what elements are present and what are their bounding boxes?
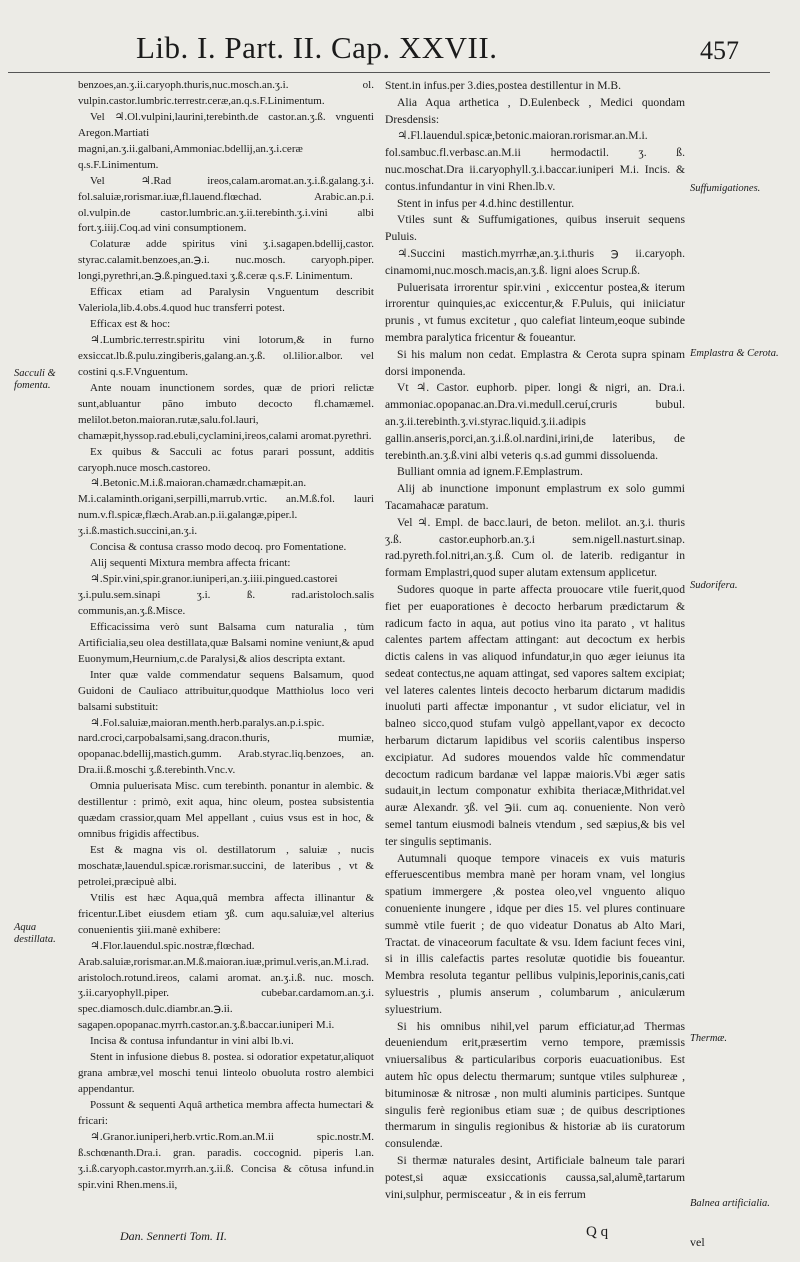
paragraph: Vtiles sunt & Suffumigationes, quibus inseruit sequens Puluis. [385, 213, 685, 244]
paragraph: ♃.Granor.iuniperi,herb.vrtic.Rom.an.M.ii spic.nostr.M. ß.schœnanth.Dra.i. gran. paradis. coccognid. piperis l.an. ʒ.i.ß.caryoph.castor.myrrh.an.ʒ.ii.ß. Concisa & cõtusa infund.in spir.vini Rhen.mens.ii, [78, 1130, 374, 1191]
page-header [0, 26, 800, 70]
marginal-note-emplastra: Emplastra & Cerota. [690, 348, 779, 359]
paragraph: Concisa & contusa crasso modo decoq. pro Fomentatione. [90, 541, 347, 554]
paragraph: Si his malum non cedat. Emplastra & Cerota supra spinam dorsi imponenda. [385, 347, 685, 378]
catchword: vel [690, 1235, 705, 1249]
right-column [385, 78, 685, 1203]
page-number: 457 [700, 36, 739, 65]
paragraph: ♃.Flor.lauendul.spic.nostræ,flœchad. Arab.saluiæ,rorismar.an.M.ß.maioran.iuæ,primul.veris,an.M.i.rad. aristoloch.rotund.ireos, calami aromat. an.ʒ.i.ß. nuc. mosch. ʒ.ii.caryophyll.piper. cubebar.cardamom.an.ʒ.i. spec.diamosch.dulc.diambr.an.℈.ii. sagapen.opopanac.myrrh.castor.an.ʒ.ß.baccar.iuniperi M.i. [78, 939, 374, 1032]
marginal-note-thermae: Thermæ. [690, 1033, 728, 1044]
paragraph: Efficacissima verò sunt Balsama cum naturalia , tùm Artificialia,seu olea destillata,quæ Balsami nomine veniunt,& apud Euonymum,Heurnium,c.de Paralysi,& alios descripta extant. [78, 620, 375, 665]
paragraph: Bulliant omnia ad ignem.F.Emplastrum. [397, 465, 583, 479]
paragraph: Incisa & contusa infundantur in vini albi lb.vi. [90, 1035, 294, 1048]
paragraph: benzoes,an.ʒ.ii.caryoph.thuris,nuc.mosch.an.ʒ.i. ol. vulpin.castor.lumbric.terrestr.ceræ,an.q.s.F.Linimentum. [78, 79, 374, 107]
paragraph: ♃.Betonic.M.i.ß.maioran.chamædr.chamæpit.an. M.i.calaminth.origani,serpilli,marrub.vrtic. an.M.ß.fol. lauri num.v.fl.spicæ,flæch.Arab.an.p.ii.galangæ,piper.l. ʒ.i.ß.mastich.succini,an.ʒ.i. [78, 477, 374, 538]
marginal-note-aqua: Aqua destillata. [14, 922, 56, 945]
paragraph: Alia Aqua arthetica , D.Eulenbeck , Medici quondam Dresdensis: [385, 95, 685, 126]
paragraph: Alij sequenti Mixtura membra affecta fricant: [90, 557, 291, 570]
page-footer [0, 1224, 800, 1259]
paragraph: ♃.Fol.saluiæ,maioran.menth.herb.paralys.an.p.i.spic. nard.croci,carpobalsami,sang.dracon.thuris, mumiæ, opopanac.bdellij,mastich.gumm. Arab.styrac.liq.benzoes, an. Dra.ii.ß.moschi ʒ.ß.terebinth.Vnc.v. [78, 716, 374, 777]
paragraph: Est & magna vis ol. destillatorum , saluiæ , nucis moschatæ,lauendul.spicæ.rorismar.succini, de lateribus , vt & petrolei,præcipuè albi. [78, 844, 374, 888]
marginal-note-sacculi: Sacculi & fomenta. [14, 368, 56, 391]
paragraph: Ante nouam inunctionem sordes, quæ de priori relictæ sunt,abluantur pãno imbuto decocto fl.chamæmel. melilot.beton.maioran.rutæ,salu.fol.lauri, chamæpit,hyssop.rad.ebuli,cyclamini,ireos,calami aromat.pyrethri. [78, 381, 374, 442]
paragraph: Colaturæ adde spiritus vini ʒ.i.sagapen.bdellij,castor. styrac.calamit.benzoes,an.℈.i. nuc.mosch. caryoph.piper. longi,pyrethri,an.℈.ß.pingued.taxi ʒ.ß.ceræ q.s.F. Linimentum. [78, 238, 374, 283]
paragraph: ♃.Succini mastich.myrrhæ,an.ʒ.i.thuris ℈ ii.caryoph. cinamomi,nuc.mosch.macis,an.ʒ.ß. ligni aloes Scrup.ß. [385, 246, 685, 277]
paragraph: Autumnali quoque tempore vinaceis ex vuis maturis efferuescentibus membra manè per horam vnam, vel longius spatium immergere ,& postea oleo,vel vnguento aliquo conueniente inungere , idque per dies 15. vel plures continuare summè vtile fuerit ; de quo videatur Donatus ab Alto Mari, Tractat. de vinaceorum facultate & vsu. Idem faciunt feces vini, si in illis calefactis partes resolutæ quotidie bis foueantur. Membra resoluta tegantur pellibus vulpinis,leporinis,canis,cati syluestris , plumis anserum , columbarum , aniculærum syluestrium. [385, 851, 685, 1016]
marginal-note-sudorifera: Sudorifera. [690, 580, 738, 591]
paragraph: Stent.in infus.per 3.dies,postea destillentur in M.B. [385, 79, 622, 92]
paragraph: Vel ♃.Ol.vulpini,laurini,terebinth.de castor.an.ʒ.ß. vnguenti Aregon.Martiati magni,an.ʒ.ii.galbani,Ammoniac.bdellij,an.ʒ.i.ceræ q.s.F.Linimentum. [78, 110, 374, 171]
paragraph: Efficax est & hoc: [90, 318, 171, 331]
marginal-note-suffumigationes: Suffumigationes. [690, 183, 761, 194]
paragraph: Stent in infusione diebus 8. postea. si odoratior expetatur,aliquot grana ambræ,vel moschi tenui linteolo obuoluta rostro alembici appendantur. [78, 1051, 374, 1096]
paragraph: Ex quibus & Sacculi ac fotus parari possunt, additis caryoph.nuce mosch.castoreo. [78, 445, 374, 474]
paragraph: Vtilis est hæc Aqua,quâ membra affecta illinantur & fricentur.Libet eiusdem etiam ʒß. cum aqu.saluiæ,vel alterius conuenientis ʒiii.manè exhibere: [78, 891, 374, 936]
paragraph: ♃.Spir.vini,spir.granor.iuniperi,an.ʒ.iiii.pingued.castorei ʒ.i.pulu.sem.sinapi ʒ.i. ß. rad.aristoloch.salis communis,an.ʒ.ß.Misce. [78, 573, 374, 617]
marginal-note-balnea: Balnea artificialia. [690, 1198, 770, 1209]
paragraph: Vel ♃. Empl. de bacc.lauri, de beton. melilot. an.ʒ.i. thuris ʒ.ß. castor.euphorb.an.ʒ.i sem.nigell.nasturt.sinap. rad.pyreth.fol.nitri,an.ʒ.ß. Cum ol. de laterib. redigantur in formam Emplastri,quod super alutam extensum applicetur. [385, 515, 685, 580]
paragraph: ♃.Lumbric.terrestr.spiritu vini lotorum,& in furno exsiccat.lb.ß.pulu.zingiberis,galang.an.ʒ.ß. ol.lilior.albor. vel costini q.s.F.Vnguentum. [78, 334, 374, 378]
running-foot: Dan. Sennerti Tom. II. [120, 1229, 227, 1243]
paragraph: Efficax etiam ad Paralysin Vnguentum describit Valeriola,lib.4.obs.4.quod huc transferri potest. [78, 286, 374, 315]
paragraph: ♃.Fl.lauendul.spicæ,betonic.maioran.rorismar.an.M.i. fol.sambuc.fl.verbasc.an.M.ii hermodactil. ʒ. ß. nuc.moschat.Dra ii.caryophyll.ʒ.i.baccar.iuniperi M.i. Incis. & contus.infundantur in vini Rhen.lb.v. [385, 129, 685, 193]
paragraph: Si his omnibus nihil,vel parum efficiatur,ad Thermas deueniendum erit,præsertim verno tempore, præmissis vniuersalibus & particularibus corporis euacuationibus. Est autem hîc opus delectu thermarum; suntque vtiles sulphureæ , bituminosæ & nitrosæ , non multi aluminis participes. Suntque singulis ferè regionibus etiam suæ ; de quibus descriptiones thermarum in singulis regionibus & historiæ ab iis curatorum consulendæ. [385, 1019, 685, 1151]
paragraph: Vt ♃. Castor. euphorb. piper. longi & nigri, an. Dra.i. ammoniac.opopanac.an.Dra.vi.medull.ceruí,cruris bubul. an.ʒ.ii.terebinth.ʒ.vi.styrac.liquid.ʒ.ii.adipis gallin.anseris,porci,an.ʒ.i.ß.ol.nardini,irini,de lateribus, de terebinth.an.ʒ.ß.vini albi veteris q.s.ad gummi dissoluenda. [385, 381, 685, 462]
running-title: Lib. I. Part. II. Cap. XXVII. [136, 30, 498, 65]
paragraph: Stent in infus per 4.d.hinc destillentur. [397, 196, 575, 210]
paragraph: Inter quæ valde commendatur sequens Balsamum, quod Guidoni de Cauliaco attribuitur,quodque Matthiolus loco veri balsami substituit: [78, 668, 374, 713]
left-column [78, 78, 374, 1194]
paragraph: Vel ♃.Rad ireos,calam.aromat.an.ʒ.i.ß.galang.ʒ.i. fol.saluiæ,rorismar.iuæ,fl.lauend.flœchad. Arabic.an.p.i. ol.vulpin.de castor.lumbric.an.ʒ.ii.terebinth.ʒ.i.vini albi fort.ʒ.iiij.Coq.ad vini consumptionem. [78, 174, 374, 235]
paragraph: Omnia puluerisata Misc. cum terebinth. ponantur in alembic. & destillentur : primò, exit aqua, hinc oleum, postea subsistentia quædam crassior,quam Mel appellant , cuius vsus est in hoc, & omnibus frigidis affectibus. [78, 780, 374, 841]
paragraph: Puluerisata irrorentur spir.vini , exiccentur postea,& iterum irrorentur quinquies,ac exiccentur,& F.Puluis, qui iniiciatur prunis , vt fumus excitetur , quo calefiat linteum,eoque subinde membra paralytica fricentur & foueantur. [385, 280, 685, 344]
paragraph: Alij ab inunctione imponunt emplastrum ex solo gummi Tacamahacæ paratum. [385, 482, 685, 512]
paragraph: Si thermæ naturales desint, Artificiale balneum tale parari potest,si aquæ exsiccationis caussa,sal,alumẽ,tartarum vini,sulphur, permisceatur , & in eis ferrum [385, 1154, 685, 1201]
signature-mark: Q q [586, 1224, 609, 1240]
header-rule [8, 72, 770, 73]
paragraph: Sudores quoque in parte affecta prouocare vtile fuerit,quod fiet per euaporationes è decocto herbarum prædictarum & radicum facto in aqua, aut potius vino ita parato , vt halitus calentes partem affectam attingant: aut decoctum ex herbis dictis calens in vas aliquod infundatur,in quo æger ieiunus ita sedeat contectus,ne aquam attingat, sed vapores saltem excipiat; vel lateres calentes linteis decocto herbarum dictarum madidis inuoluti parti affectæ imponantur , vt sudor eliciatur, vel in balneo sicco,quod stufam vulgò appellant,vapor ex decocto herbarum dictarum lapidibus vel scoriis calentibus insperso excipiatur. Ad sudores mouendos valde hîc commendatur decoctum radicum bardanæ vel lappæ maioris.Vbi æger satis sudauit,in lectum componatur exhibita theriacæ,Mithridat.vel auræ Alexandr. ʒß. vel ℈ii. cum aq. conueniente. Non verò semel tantum eiusmodi balneis vtendum , sed sæpius,& bis vel ter singulis septimanis. [385, 582, 685, 848]
paragraph: Possunt & sequenti Aquâ arthetica membra affecta humectari & fricari: [78, 1099, 374, 1127]
